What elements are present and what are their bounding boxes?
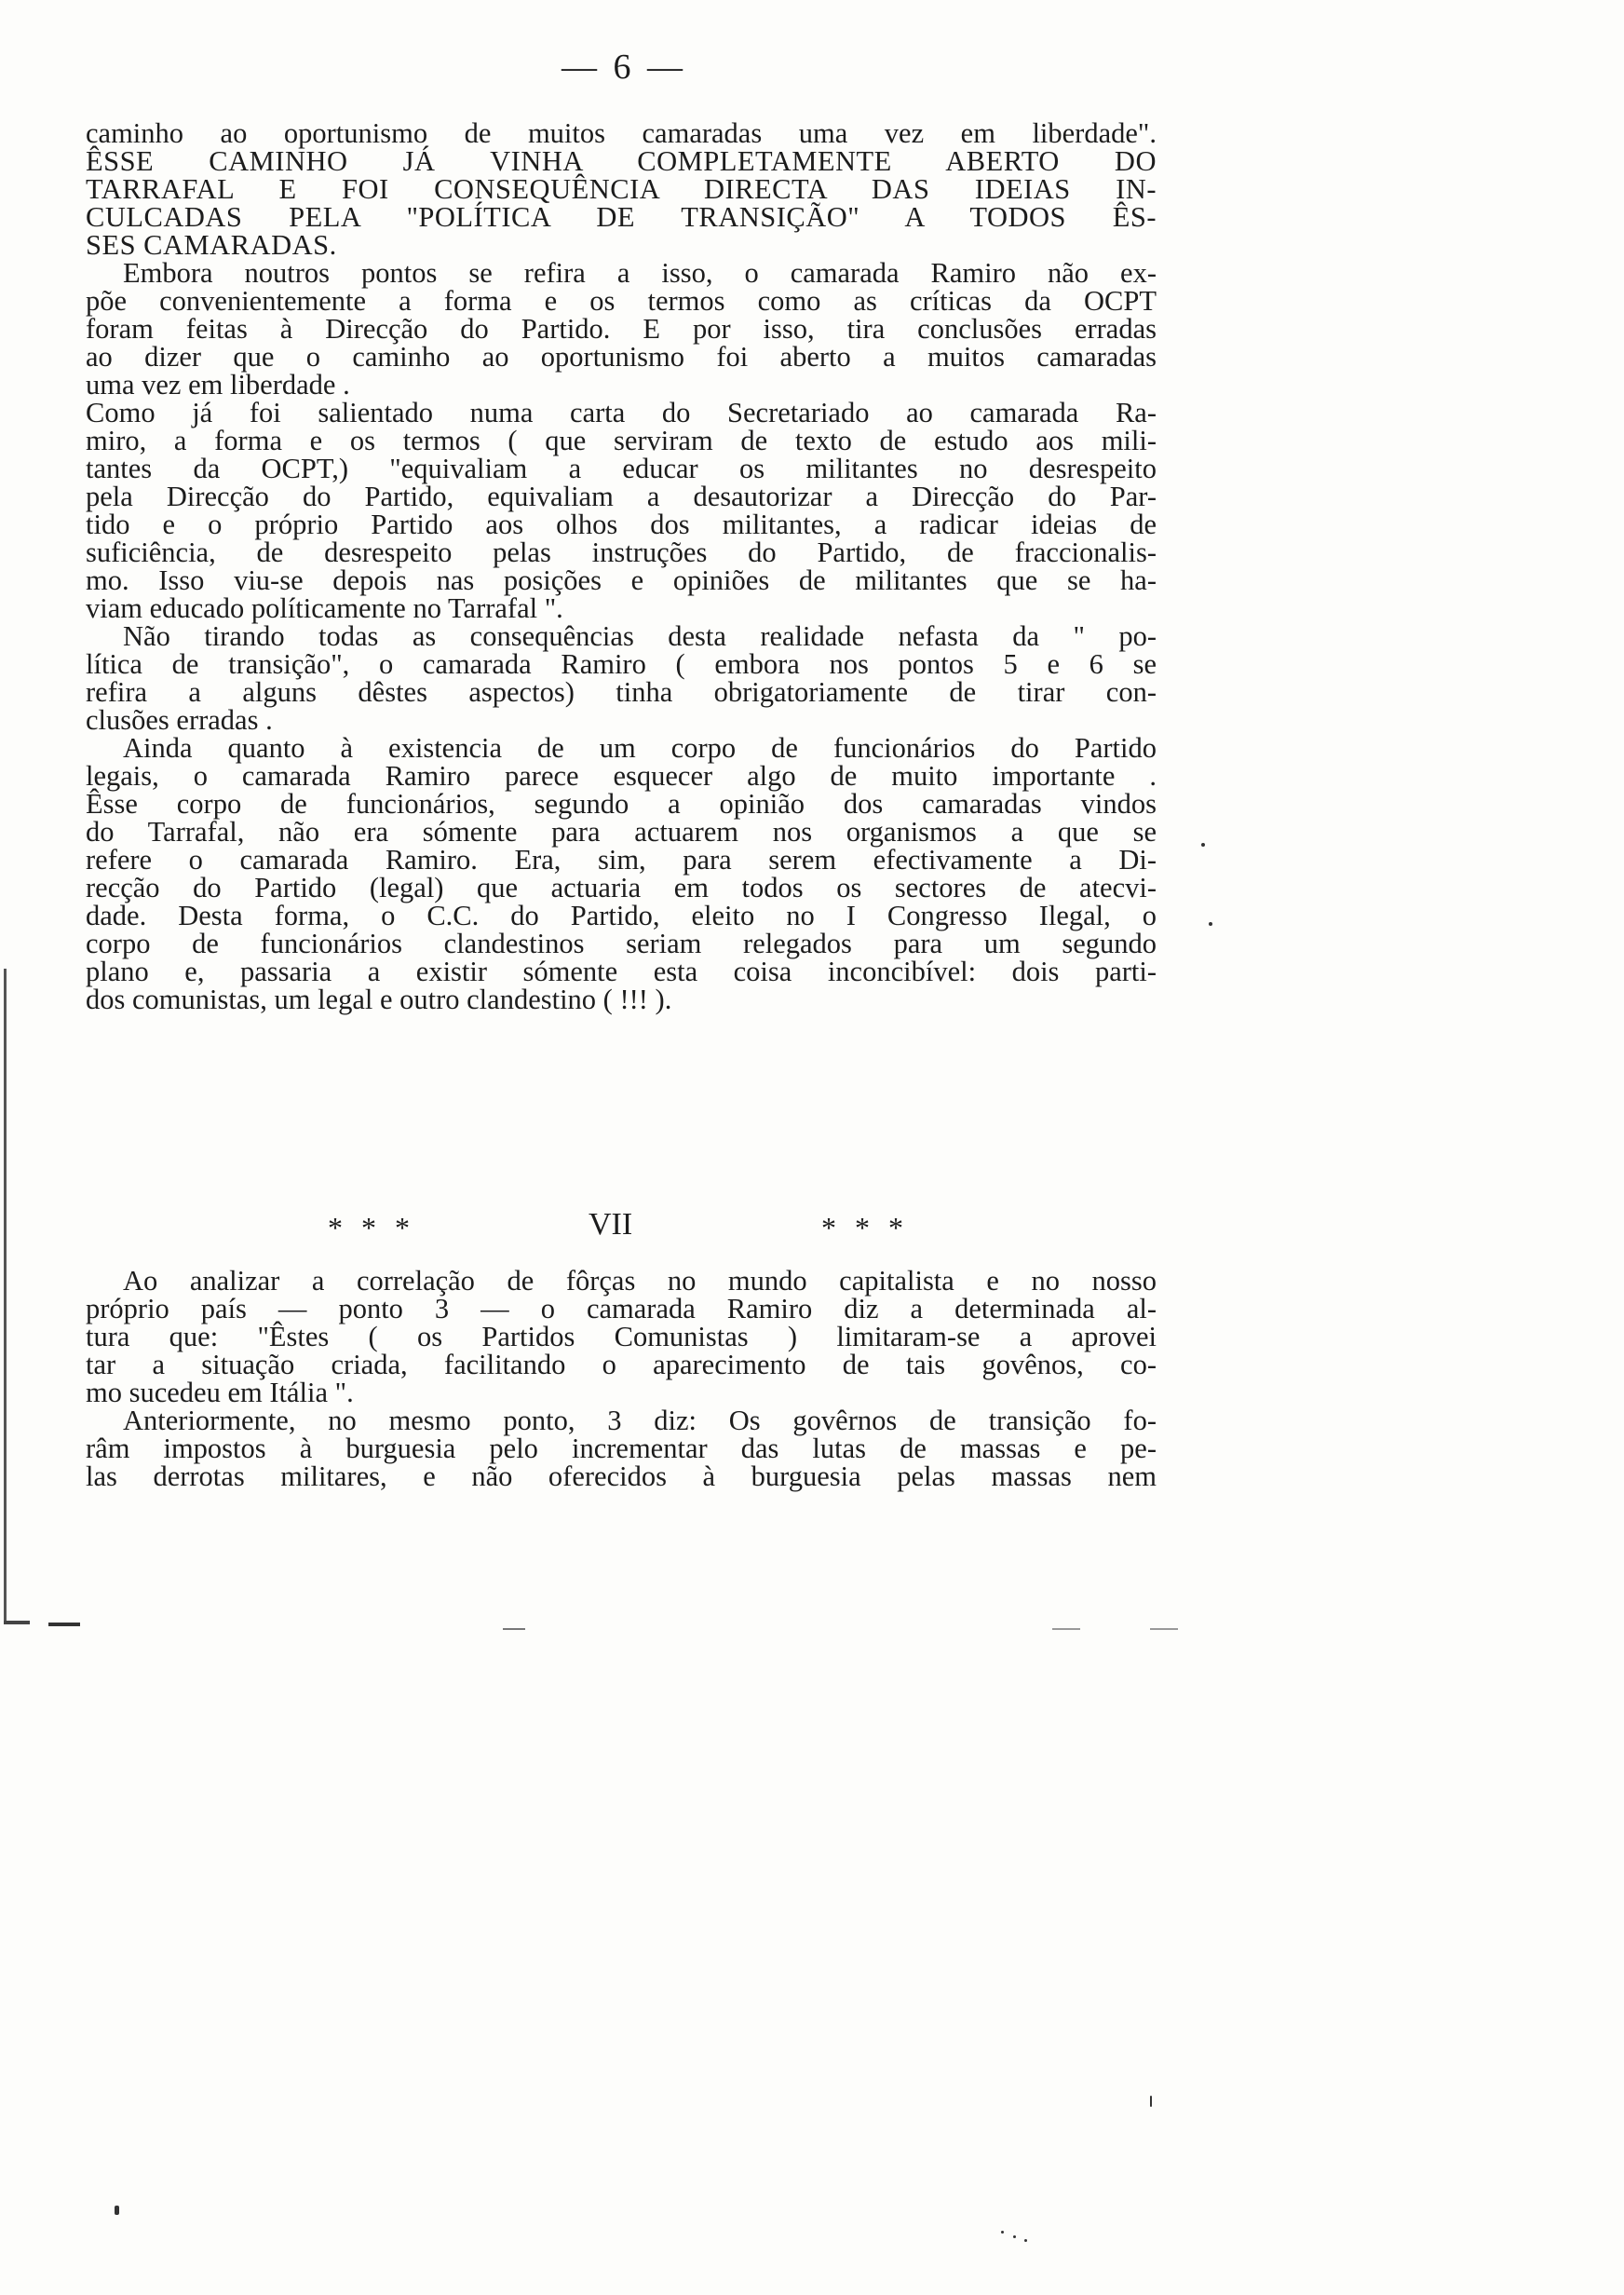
text-line: miro, a forma e os termos ( que serviram de texto de estudo aos mili- <box>86 425 1157 456</box>
text-line: CULCADAS PELA "POLÍTICA DE TRANSIÇÃO" A TODOS ÊS- <box>86 201 1157 233</box>
text-line: Ao analizar a correlação de fôrças no mundo capitalista e no nosso <box>123 1265 1157 1297</box>
text-line: refere o camarada Ramiro. Era, sim, para serem efectivamente a Di- <box>86 844 1157 876</box>
body-text-bottom <box>86 1267 1157 1490</box>
text-line: tar a situação criada, facilitando o aparecimento de tais govênos, co- <box>86 1349 1157 1380</box>
scan-speck <box>1013 2235 1016 2238</box>
text-line: caminho ao oportunismo de muitos camaradas uma vez em liberdade". <box>86 117 1157 149</box>
scan-edge-mark <box>4 969 7 1621</box>
text-line: mo. Isso viu-se depois nas posições e opiniões de militantes que se ha- <box>86 564 1157 596</box>
text-line: mo sucedeu em Itália ". <box>86 1377 354 1408</box>
scan-dash <box>1150 1628 1178 1630</box>
text-line: Ainda quanto à existencia de um corpo de funcionários do Partido <box>123 732 1157 764</box>
ornament-stars-right: * * * <box>821 1211 909 1244</box>
scan-speck <box>1150 2096 1152 2107</box>
text-line: foram feitas à Direcção do Partido. E por isso, tira conclusões erradas <box>86 313 1157 345</box>
scan-speck <box>1201 843 1205 847</box>
scan-dash <box>1052 1628 1080 1630</box>
text-line: pela Direcção do Partido, equivaliam a desautorizar a Direcção do Par- <box>86 481 1157 512</box>
ornament-stars-left: * * * <box>328 1211 415 1244</box>
text-line: tantes da OCPT,) "equivaliam a educar os militantes no desrespeito <box>86 453 1157 484</box>
scan-edge-mark <box>48 1623 80 1626</box>
body-text-top <box>86 119 1157 1013</box>
text-line: dade. Desta forma, o C.C. do Partido, eleito no I Congresso Ilegal, o <box>86 900 1157 931</box>
scan-edge-mark <box>4 1621 30 1624</box>
text-line: ao dizer que o caminho ao oportunismo foi aberto a muitos camaradas <box>86 341 1157 373</box>
text-line: Êsse corpo de funcionários, segundo a opinião dos camaradas vindos <box>86 788 1157 820</box>
text-line: râm impostos à burguesia pelo incrementar das lutas de massas e pe- <box>86 1433 1157 1464</box>
scan-speck <box>1209 922 1212 926</box>
text-line: las derrotas militares, e não oferecidos à burguesia pelas massas nem <box>86 1460 1157 1492</box>
text-line: clusões erradas . <box>86 704 273 736</box>
scan-speck <box>115 2206 119 2215</box>
text-line: TARRAFAL E FOI CONSEQUÊNCIA DIRECTA DAS IDEIAS IN- <box>86 173 1157 205</box>
text-line: SES CAMARADAS. <box>86 229 337 261</box>
section-title: VII <box>589 1207 633 1242</box>
text-line: suficiência, de desrespeito pelas instruções do Partido, de fraccionalis- <box>86 536 1157 568</box>
page-number: — 6 — <box>562 48 686 87</box>
text-line: viam educado políticamente no Tarrafal ". <box>86 592 563 624</box>
text-line: legais, o camarada Ramiro parece esquecer algo de muito importante . <box>86 760 1157 792</box>
text-line: tura que: "Êstes ( os Partidos Comunistas ) limitaram-se a aprovei <box>86 1321 1157 1352</box>
text-line: ÊSSE CAMINHO JÁ VINHA COMPLETAMENTE ABERTO DO <box>86 145 1157 177</box>
text-line: lítica de transição", o camarada Ramiro ( embora nos pontos 5 e 6 se <box>86 648 1157 680</box>
text-line: Como já foi salientado numa carta do Secretariado ao camarada Ra- <box>86 397 1157 428</box>
text-line: recção do Partido (legal) que actuaria em todos os sectores de atecvi- <box>86 872 1157 903</box>
text-line: refira a alguns dêstes aspectos) tinha obrigatoriamente de tirar con- <box>86 676 1157 708</box>
scan-speck <box>1024 2239 1027 2242</box>
text-line: do Tarrafal, não era sómente para actuarem nos organismos a que se <box>86 816 1157 848</box>
text-line: plano e, passaria a existir sómente esta coisa inconcibível: dois parti- <box>86 956 1157 987</box>
section-heading <box>86 1207 1157 1244</box>
scan-speck <box>1001 2231 1004 2234</box>
text-line: próprio país — ponto 3 — o camarada Ramiro diz a determinada al- <box>86 1293 1157 1324</box>
text-line: uma vez em liberdade . <box>86 369 350 401</box>
text-line: Anteriormente, no mesmo ponto, 3 diz: Os govêrnos de transição fo- <box>123 1405 1157 1436</box>
text-line: dos comunistas, um legal e outro clandestino ( !!! ). <box>86 984 672 1015</box>
text-line: corpo de funcionários clandestinos seriam relegados para um segundo <box>86 928 1157 959</box>
text-line: põe convenientemente a forma e os termos como as críticas da OCPT <box>86 285 1157 317</box>
text-line: tido e o próprio Partido aos olhos dos militantes, a radicar ideias de <box>86 509 1157 540</box>
scan-dash <box>503 1628 525 1630</box>
text-line: Não tirando todas as consequências desta realidade nefasta da " po- <box>123 620 1157 652</box>
text-line: Embora noutros pontos se refira a isso, o camarada Ramiro não ex- <box>123 257 1157 289</box>
